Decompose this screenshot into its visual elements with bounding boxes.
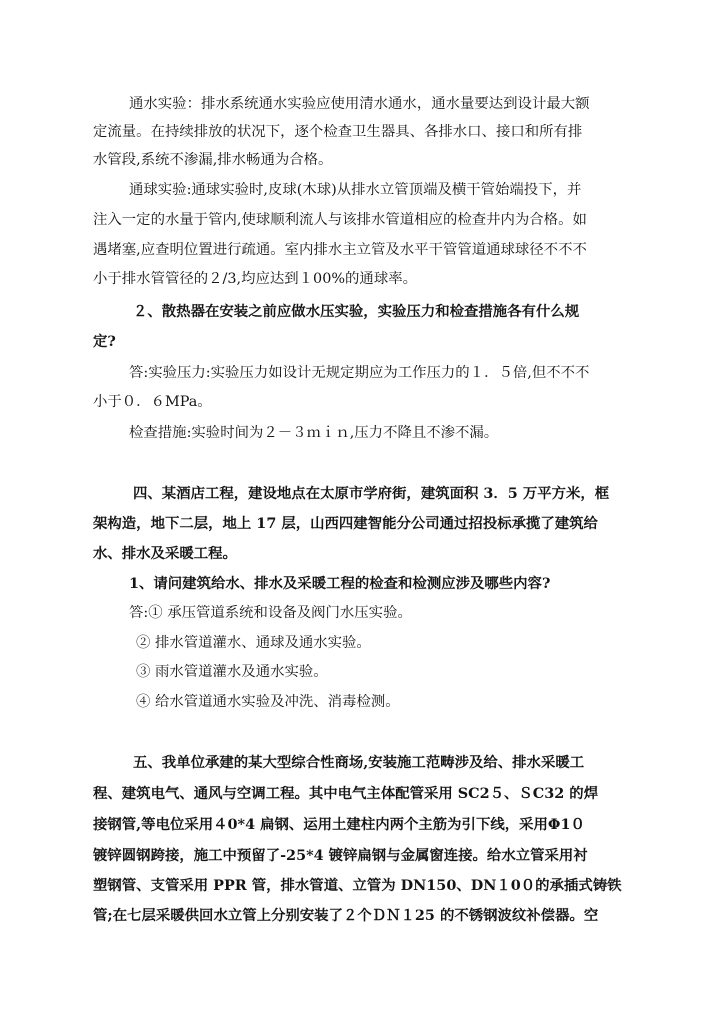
question-2-line-2: 定? bbox=[93, 333, 116, 350]
question-2-line-1: ２、散热器在安装之前应做水压实验，实验压力和检查措施各有什么规 bbox=[133, 303, 580, 320]
section-4-heading-line-3: 水、排水及采暖工程。 bbox=[93, 545, 237, 562]
answer-2-line-3: 检查措施:实验时间为２－３ｍｉｎ,压力不降且不渗不漏。 bbox=[129, 425, 499, 441]
tongqiu-text-line-2: 注入一定的水量于管内,使球顺利流人与该排水管道相应的检查井内为合格。如 bbox=[93, 212, 587, 228]
tongqiu-text-line-1: 通球实验:通球实验时,皮球(木球)从排水立管顶端及横干管始端投下，并 bbox=[129, 182, 582, 198]
tongqiu-text-line-4: 小于排水管管径的２/3,均应达到１00%的通球率。 bbox=[93, 271, 417, 287]
section-4-heading-line-2: 架构造，地下二层，地上 17 层，山西四建智能分公司通过招投标承揽了建筑给 bbox=[93, 515, 598, 532]
answer-2-line-2: 小于０．６MPa。 bbox=[93, 394, 212, 410]
section-5-line-5: 塑钢管、支管采用 PPR 管，排水管道、立管为 DN150、DN１0０的承插式铸铁 bbox=[93, 877, 622, 894]
section-5-line-3: 接钢管,等电位采用４0*4 扁钢、运用土建柱内两个主筋为引下线，采用Φ1０ bbox=[93, 816, 585, 833]
tongshui-text-line-1: 通水实验：排水系统通水实验应使用清水通水，通水量要达到设计最大额 bbox=[129, 96, 590, 112]
tongshui-text-line-2: 定流量。在持续排放的状况下，逐个检查卫生器具、各排水口、接口和所有排 bbox=[93, 124, 583, 140]
section-5-line-6: 管;在七层采暖供回水立管上分别安装了２个ＤＮ１25 的不锈钢波纹补偿器。空 bbox=[93, 907, 599, 924]
section-5-line-4: 镀锌圆钢跨接，施工中预留了-25*4 镀锌扁钢与金属窗连接。给水立管采用衬 bbox=[93, 847, 588, 864]
section-4-heading-line-1: 四、某酒店工程，建设地点在太原市学府街，建筑面积 3．5 万平方米，框 bbox=[133, 485, 610, 502]
section-4-answer-2: ② 排水管道灌水、通球及通水实验。 bbox=[136, 635, 371, 651]
section-5-line-2: 程、建筑电气、通风与空调工程。其中电气主体配管采用 SC2５、ＳC32 的焊 bbox=[93, 785, 599, 802]
section-4-answer-3: ③ 雨水管道灌水及通水实验。 bbox=[136, 664, 328, 680]
tongqiu-text-line-3: 遇堵塞,应查明位置进行疏通。室内排水主立管及水平干管管道通球球径不不不 bbox=[93, 242, 587, 258]
tongshui-text-line-3: 水管段,系统不渗漏,排水畅通为合格。 bbox=[93, 152, 333, 168]
section-5-line-1: 五、我单位承建的某大型综合性商场,安装施工范畴涉及给、排水采暖工 bbox=[133, 754, 585, 771]
section-4-answer-4: ④ 给水管道通水实验及冲洗、消毒检测。 bbox=[136, 694, 400, 710]
answer-2-line-1: 答:实验压力:实验压力如设计无规定期应为工作压力的１．５倍,但不不不 bbox=[129, 365, 590, 381]
section-4-question-1: 1、请问建筑给水、排水及采暖工程的检查和检测应涉及哪些内容? bbox=[129, 575, 551, 592]
section-4-answer-1: 答:① 承压管道系统和设备及阀门水压实验。 bbox=[129, 605, 412, 621]
